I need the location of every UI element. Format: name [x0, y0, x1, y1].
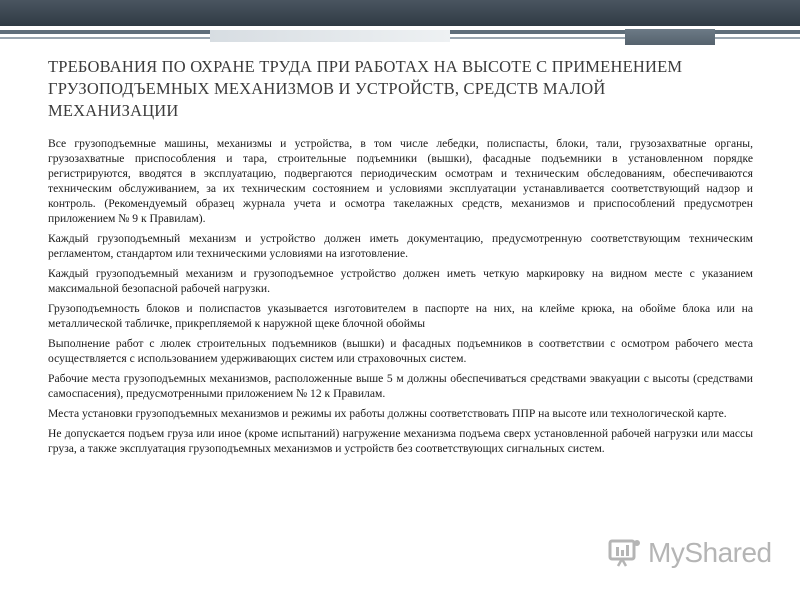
myshared-logo-icon	[608, 538, 642, 568]
body-paragraph: Все грузоподъемные машины, механизмы и устройства, в том числе лебедки, полиспасты, блоки, тали, грузозахватные органы, грузозахватные приспособления и тара, строительные подъемники (вышки), фасадные подъемники в установленном порядке регистрируются, вводятся в эксплуатацию, подвергаются периодическим осмотрам и техническим обследованиям, обеспечиваются техническим обслуживанием, за их техническим состоянием и условиями эксплуатации устанавливается соответствующий надзор и контроль. (Рекомендуемый образец журнала учета и осмотра такелажных средств, механизмов и приспособлений предусмотрен приложением № 9 к Правилам).	[48, 137, 753, 225]
accent-bar	[625, 29, 715, 45]
accent-light-stripe	[210, 30, 450, 42]
title-line: ТРЕБОВАНИЯ ПО ОХРАНЕ ТРУДА ПРИ РАБОТАХ НА ВЫСОТЕ С ПРИМЕНЕНИЕМ	[48, 57, 683, 76]
watermark-text: MyShared	[648, 537, 772, 568]
title-line: ГРУЗОПОДЪЕМНЫХ МЕХАНИЗМОВ И УСТРОЙСТВ, СРЕДСТВ МАЛОЙ	[48, 79, 606, 98]
top-header-band	[0, 0, 800, 26]
body-paragraph: Грузоподъемность блоков и полиспастов указывается изготовителем в паспорте на них, на клейме крюка, на обойме блока или на металлической табличке, прикрепляемой к наружной щеке блочной обоймы	[48, 302, 753, 330]
body-paragraph: Выполнение работ с люлек строительных подъемников (вышки) и фасадных подъемников в соответствии с осмотром рабочего места осуществляется с использованием удерживающих систем или страховочных систем.	[48, 337, 753, 365]
myshared-watermark	[608, 537, 772, 569]
body-paragraph: Места установки грузоподъемных механизмов и режимы их работы должны соответствовать ППР на высоте или технологической карте.	[48, 407, 727, 420]
body-paragraph: Каждый грузоподъемный механизм и грузоподъемное устройство должен иметь четкую маркировку на видном месте с указанием максимальной безопасной рабочей нагрузки.	[48, 267, 753, 295]
slide-content	[48, 56, 753, 461]
title-line: МЕХАНИЗАЦИИ	[48, 101, 179, 120]
slide-body	[48, 136, 753, 456]
body-paragraph: Рабочие места грузоподъемных механизмов, расположенные выше 5 м должны обеспечиваться средствами эвакуации с высоты (средствами самоспасения), предусмотренными приложением № 12 к Правилам.	[48, 372, 753, 400]
slide-title	[48, 56, 753, 122]
body-paragraph: Не допускается подъем груза или иное (кроме испытаний) нагружение механизма подъема сверх установленной рабочей нагрузки или массы груза, а также эксплуатация грузоподъемных механизмов и устройств без соответствующих сигнальных систем.	[48, 427, 753, 455]
body-paragraph: Каждый грузоподъемный механизм и устройство должен иметь документацию, предусмотренную соответствующим техническим регламентом, стандартом или техническими условиями на изготовление.	[48, 232, 753, 260]
